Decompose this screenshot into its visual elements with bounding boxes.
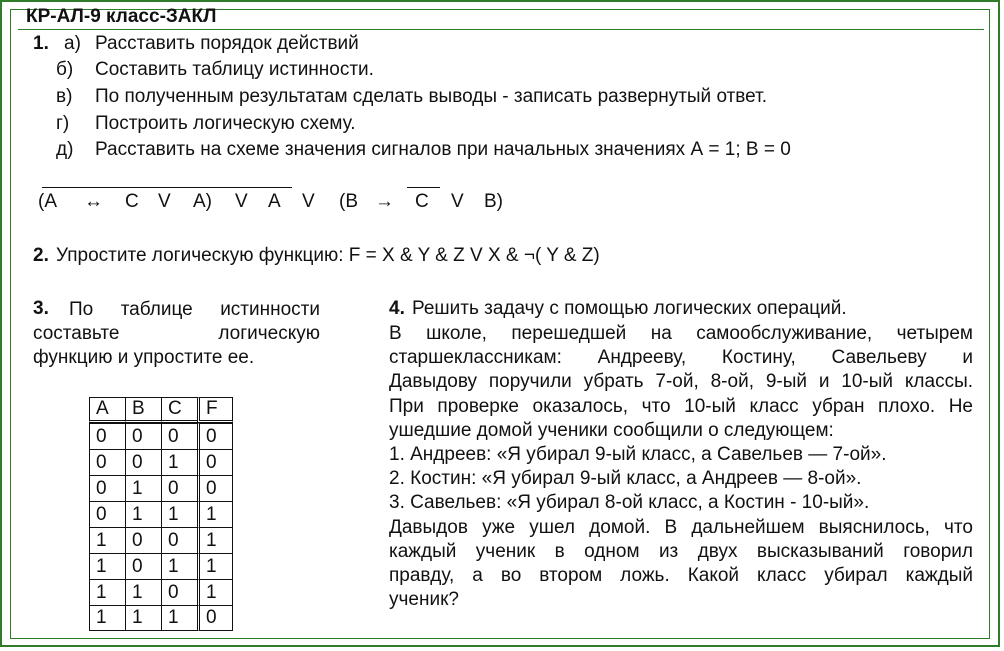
task4-line: каждый ученик в одном из двух высказываний говорил: [389, 540, 973, 562]
truth-table-row: [89, 553, 233, 579]
formula-implication-symbol: →: [375, 191, 394, 212]
truth-table-cell: 0: [161, 475, 197, 501]
formula-c2: С: [415, 191, 429, 212]
task1-number: 1.: [33, 33, 49, 54]
formula-a-close: А): [193, 191, 212, 212]
truth-table-cell: 0: [161, 579, 197, 605]
formula-a2: А: [268, 191, 281, 212]
formula-negation-bar-2: [407, 187, 440, 188]
truth-table-cell: 0: [125, 527, 161, 553]
truth-table-cell: 1: [125, 579, 161, 605]
task4-line: 3. Савельев: «Я убирал 8-ой класс, а Костин - 10-ый».: [389, 492, 870, 514]
truth-table-cell: 1: [197, 553, 233, 579]
formula-or2: V: [235, 191, 248, 212]
task1-item-d-letter: д): [56, 139, 74, 160]
task1-item-g-text: Построить логическую схему.: [95, 113, 356, 134]
task1-item-b-letter: б): [56, 59, 74, 80]
task3-line: составьте логическую: [33, 323, 320, 345]
truth-table: [89, 397, 233, 631]
task1-item-b-text: Составить таблицу истинности.: [95, 59, 374, 80]
task4-line: старшеклассникам: Андрееву, Костину, Савельеву и: [389, 347, 973, 369]
truth-table-cell: 0: [161, 527, 197, 553]
formula-open-b: (В: [339, 191, 358, 212]
task4-line: 2. Костин: «Я убирал 9-ый класс, а Андреев — 8-ой».: [389, 468, 862, 490]
truth-table-header-row: [89, 397, 233, 423]
task4-line: 1. Андреев: «Я убирал 9-ый класс, а Савельев — 7-ой».: [389, 444, 887, 466]
truth-table-row: [89, 501, 233, 527]
truth-table-cell: 0: [161, 423, 197, 449]
task1-item-a-text: Расставить порядок действий: [95, 33, 359, 54]
task4-line: В школе, перешедшей на самообслуживание, четырем: [389, 323, 973, 344]
truth-table-header-cell: A: [89, 397, 125, 423]
task4-line: ученик?: [389, 589, 459, 611]
truth-table-cell: 0: [89, 449, 125, 475]
truth-table-cell: 1: [197, 527, 233, 553]
truth-table-cell: 1: [161, 501, 197, 527]
truth-table-cell: 1: [125, 605, 161, 631]
truth-table-cell: 0: [89, 423, 125, 449]
task3-paragraph: [33, 298, 320, 371]
truth-table-cell: 1: [161, 553, 197, 579]
task1-item-v-text: По полученным результатам сделать выводы - записать развернутый ответ.: [95, 86, 767, 107]
task3-line: По таблице истинности: [69, 299, 320, 320]
task1-item-v-letter: в): [56, 86, 73, 107]
truth-table-cell: 1: [89, 553, 125, 579]
task3-number: 3.: [33, 298, 49, 319]
truth-table-row: [89, 449, 233, 475]
truth-table-cell: 1: [161, 605, 197, 631]
formula-equivalence-symbol: ↔: [84, 191, 103, 212]
truth-table-cell: 0: [197, 423, 233, 449]
truth-table-cell: 0: [125, 553, 161, 579]
task2-text: Упростите логическую функцию: F = X & Y & Z V X & ¬( Y & Z): [56, 245, 600, 266]
task4-heading: Решить задачу с помощью логических операций.: [412, 298, 847, 319]
task1-item-d-text: Расставить на схеме значения сигналов при начальных значениях А = 1; В = 0: [95, 139, 791, 160]
formula-or4: V: [451, 191, 464, 212]
formula-open-a: (А: [38, 191, 57, 212]
truth-table-cell: 1: [89, 579, 125, 605]
truth-table-row: [89, 605, 233, 631]
task4-line: Давыдов уже ушел домой. В дальнейшем выяснилось, что: [389, 516, 973, 538]
truth-table-row: [89, 423, 233, 449]
task4-number: 4.: [389, 298, 405, 319]
truth-table-cell: 1: [89, 527, 125, 553]
task4-line: Давыдову поручили убрать 7-ой, 8-ой, 9-ый и 10-ый классы.: [389, 371, 973, 393]
task1-item-g-letter: г): [56, 113, 70, 134]
formula-negation-bar-1: [42, 187, 292, 188]
truth-table-cell: 0: [89, 501, 125, 527]
task4-line: ушедшие домой ученики сообщили о следующем:: [389, 419, 834, 441]
truth-table-row: [89, 579, 233, 605]
truth-table-cell: 1: [197, 501, 233, 527]
truth-table-cell: 0: [89, 475, 125, 501]
truth-table-row: [89, 475, 233, 501]
task4-paragraph: [389, 322, 973, 612]
truth-table-header-cell: F: [197, 397, 233, 423]
truth-table-cell: 0: [197, 605, 233, 631]
formula-c1: С: [125, 191, 139, 212]
truth-table-cell: 0: [197, 475, 233, 501]
task3-line: функцию и упростите ее.: [33, 347, 255, 369]
truth-table-cell: 0: [125, 449, 161, 475]
truth-table-cell: 1: [125, 501, 161, 527]
truth-table-cell: 1: [197, 579, 233, 605]
page-title: КР-АЛ-9 класс-ЗАКЛ: [26, 6, 217, 27]
truth-table-cell: 1: [161, 449, 197, 475]
truth-table-cell: 0: [197, 449, 233, 475]
truth-table-cell: 1: [89, 605, 125, 631]
truth-table-header-cell: B: [125, 397, 161, 423]
truth-table-cell: 1: [125, 475, 161, 501]
task4-line: правду, а во втором ложь. Какой класс убирал каждый: [389, 565, 973, 587]
formula-or3: V: [302, 191, 315, 212]
formula-or1: V: [158, 191, 171, 212]
truth-table-header-cell: C: [161, 397, 197, 423]
truth-table-row: [89, 527, 233, 553]
task1-item-a-letter: а): [64, 33, 81, 54]
formula-b-close: В): [484, 191, 503, 212]
title-divider: [18, 29, 984, 30]
task4-line: При проверке оказалось, что 10-ый класс убран плохо. Не: [389, 395, 973, 417]
task2-number: 2.: [33, 245, 49, 266]
truth-table-cell: 0: [125, 423, 161, 449]
